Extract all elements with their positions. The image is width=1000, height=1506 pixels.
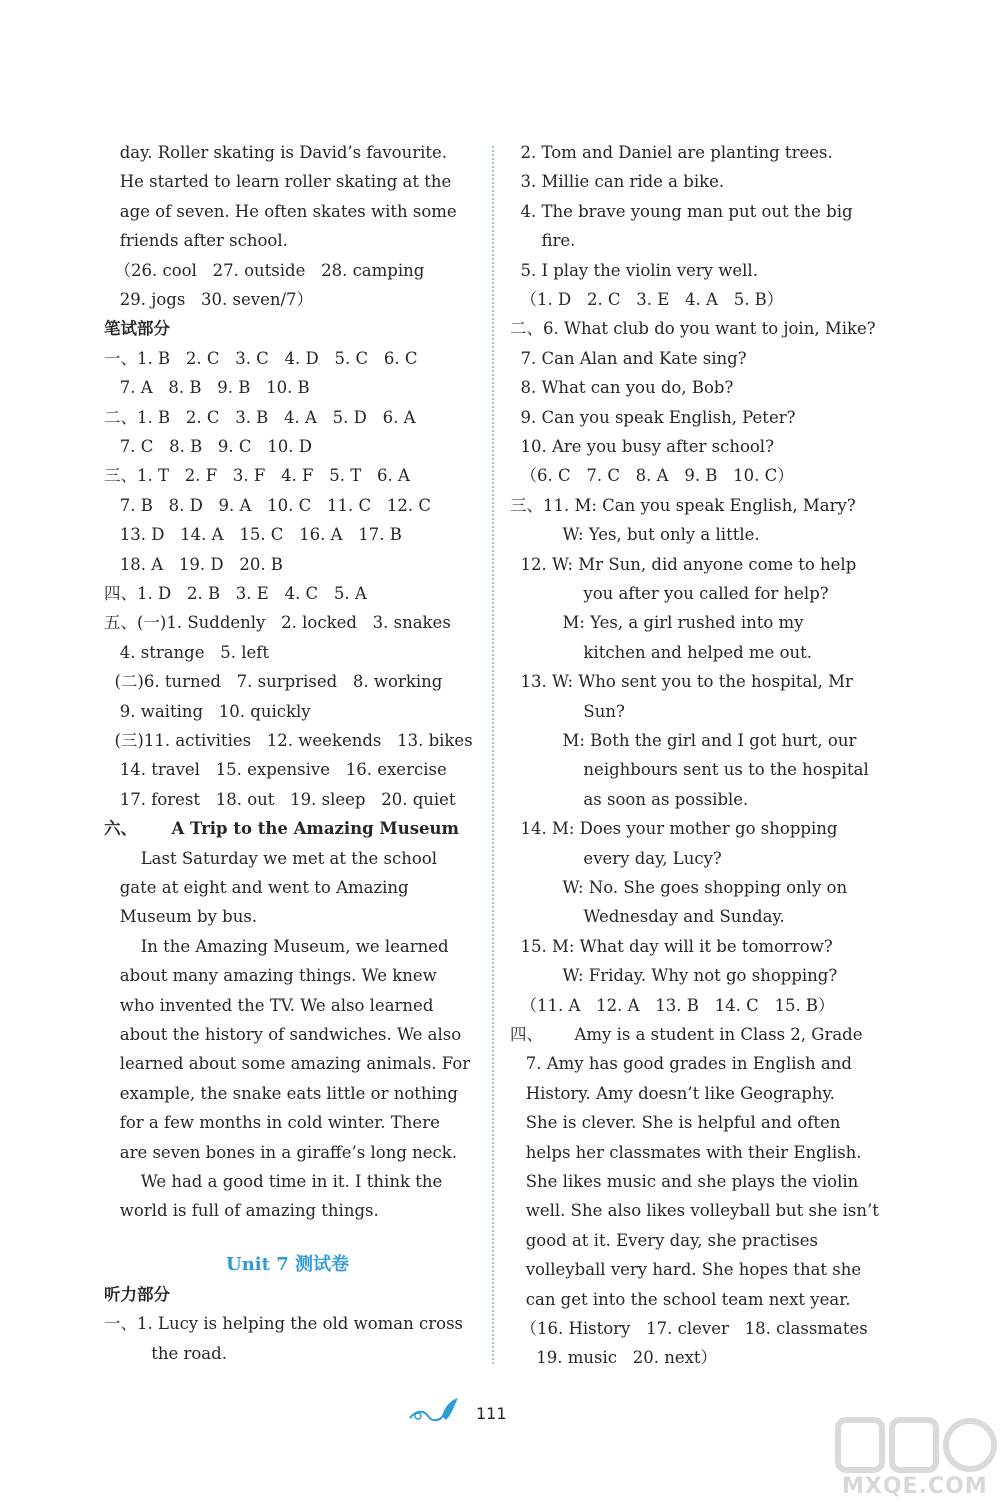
text-line: 7. B 8. D 9. A 10. C 11. C 12. C bbox=[104, 495, 431, 515]
text-line: 10. Are you busy after school? bbox=[510, 437, 774, 456]
text-line: （26. cool 27. outside 28. camping bbox=[104, 260, 425, 280]
text-line: good at it. Every day, she practises bbox=[510, 1230, 818, 1250]
text-line: you after you called for help? bbox=[510, 584, 829, 603]
watermark-text: MXQE.COM bbox=[842, 1474, 988, 1499]
text-line: 15. M: What day will it be tomorrow? bbox=[510, 936, 833, 956]
text-line: 8. What can you do, Bob? bbox=[510, 378, 734, 398]
text-line: 听力部分 bbox=[104, 1285, 170, 1304]
text-line: friends after school. bbox=[104, 231, 288, 251]
text-line: 五、(一)1. Suddenly 2. locked 3. snakes bbox=[104, 613, 451, 633]
text-line: learned about some amazing animals. For bbox=[104, 1054, 471, 1074]
text-line: kitchen and helped me out. bbox=[510, 642, 813, 662]
text-line: 三、11. M: Can you speak English, Mary? bbox=[510, 495, 856, 515]
text-line: 5. I play the violin very well. bbox=[510, 260, 758, 280]
text-line: can get into the school team next year. bbox=[510, 1289, 851, 1309]
text-line: 二、1. B 2. C 3. B 4. A 5. D 6. A bbox=[104, 407, 416, 427]
text-line: W: No. She goes shopping only on bbox=[510, 878, 848, 897]
text-line: day. Roller skating is David’s favourite. bbox=[104, 143, 448, 162]
text-line: Last Saturday we met at the school bbox=[104, 848, 437, 868]
text-line: 7. A 8. B 9. B 10. B bbox=[104, 378, 310, 398]
text-line: world is full of amazing things. bbox=[104, 1201, 379, 1221]
text-line: as soon as possible. bbox=[510, 789, 749, 809]
text-line: (三)11. activities 12. weekends 13. bikes bbox=[104, 731, 473, 750]
text-line: （6. C 7. C 8. A 9. B 10. C） bbox=[510, 466, 794, 486]
text-line: 一、1. Lucy is helping the old woman cross bbox=[104, 1314, 464, 1334]
text-line: Museum by bus. bbox=[104, 907, 258, 927]
text-line: He started to learn roller skating at the bbox=[104, 172, 452, 192]
text-line: 9. Can you speak English, Peter? bbox=[510, 407, 796, 427]
column-divider bbox=[492, 146, 494, 1364]
text-line: 一、1. B 2. C 3. C 4. D 5. C 6. C bbox=[104, 348, 418, 368]
text-line: W: Yes, but only a little. bbox=[510, 525, 760, 545]
text-line: We had a good time in it. I think the bbox=[104, 1172, 443, 1191]
text-line: 二、6. What club do you want to join, Mike? bbox=[510, 319, 876, 339]
text-line: In the Amazing Museum, we learned bbox=[104, 936, 449, 956]
text-line: 7. Amy has good grades in English and bbox=[510, 1054, 852, 1074]
text-line: 3. Millie can ride a bike. bbox=[510, 172, 725, 192]
text-line: gate at eight and went to Amazing bbox=[104, 878, 409, 897]
text-line: 19. music 20. next） bbox=[510, 1348, 718, 1368]
text-line: 7. C 8. B 9. C 10. D bbox=[104, 437, 312, 456]
text-line: are seven bones in a giraffe’s long neck. bbox=[104, 1142, 458, 1162]
text-line: 六、 A Trip to the Amazing Museum bbox=[104, 819, 459, 839]
text-line: She is clever. She is helpful and often bbox=[510, 1113, 841, 1133]
text-line: She likes music and she plays the violin bbox=[510, 1172, 859, 1191]
text-line: W: Friday. Why not go shopping? bbox=[510, 966, 838, 986]
text-line: 三、1. T 2. F 3. F 4. F 5. T 6. A bbox=[104, 466, 410, 486]
text-line: Wednesday and Sunday. bbox=[510, 907, 785, 927]
text-line: 7. Can Alan and Kate sing? bbox=[510, 348, 747, 368]
text-line: 2. Tom and Daniel are planting trees. bbox=[510, 143, 833, 162]
text-line: age of seven. He often skates with some bbox=[104, 201, 457, 221]
text-line: Sun? bbox=[510, 701, 625, 721]
text-line: 四、1. D 2. B 3. E 4. C 5. A bbox=[104, 584, 367, 603]
text-line: who invented the TV. We also learned bbox=[104, 995, 434, 1015]
text-line: helps her classmates with their English. bbox=[510, 1142, 862, 1162]
text-line: for a few months in cold winter. There bbox=[104, 1113, 440, 1133]
text-line: 12. W: Mr Sun, did anyone come to help bbox=[510, 554, 857, 574]
unit-heading: Unit 7 测试卷 bbox=[226, 1254, 349, 1275]
text-line: the road. bbox=[104, 1343, 227, 1363]
text-line: 14. travel 15. expensive 16. exercise bbox=[104, 760, 447, 780]
text-line: 14. M: Does your mother go shopping bbox=[510, 819, 838, 839]
text-line: example, the snake eats little or nothing bbox=[104, 1083, 458, 1103]
text-line: every day, Lucy? bbox=[510, 848, 722, 868]
text-line: 18. A 19. D 20. B bbox=[104, 554, 283, 574]
text-line: about the history of sandwiches. We also bbox=[104, 1025, 462, 1044]
text-line: 13. W: Who sent you to the hospital, Mr bbox=[510, 672, 853, 692]
text-line: （11. A 12. A 13. B 14. C 15. B） bbox=[510, 995, 835, 1015]
text-line: 笔试部分 bbox=[104, 319, 170, 339]
text-line: M: Both the girl and I got hurt, our bbox=[510, 731, 857, 750]
text-line: 29. jogs 30. seven/7） bbox=[104, 290, 314, 309]
text-line: History. Amy doesn’t like Geography. bbox=[510, 1083, 835, 1103]
text-line: volleyball very hard. She hopes that she bbox=[510, 1260, 862, 1280]
text-line: 9. waiting 10. quickly bbox=[104, 701, 311, 721]
text-line: M: Yes, a girl rushed into my bbox=[510, 613, 804, 633]
text-line: well. She also likes volleyball but she isn’t bbox=[510, 1201, 879, 1221]
text-line: fire. bbox=[510, 231, 576, 251]
text-line: 17. forest 18. out 19. sleep 20. quiet bbox=[104, 789, 456, 809]
text-line: 4. The brave young man put out the big bbox=[510, 201, 853, 221]
text-line: neighbours sent us to the hospital bbox=[510, 760, 869, 780]
text-line: 四、 Amy is a student in Class 2, Grade bbox=[510, 1025, 863, 1044]
text-line: about many amazing things. We knew bbox=[104, 966, 437, 986]
text-line: (二)6. turned 7. surprised 8. working bbox=[104, 672, 443, 692]
page-number: 111 bbox=[476, 1404, 507, 1423]
text-line: 13. D 14. A 15. C 16. A 17. B bbox=[104, 525, 402, 545]
text-line: （16. History 17. clever 18. classmates bbox=[510, 1319, 868, 1338]
text-line: （1. D 2. C 3. E 4. A 5. B） bbox=[510, 290, 784, 309]
text-line: 4. strange 5. left bbox=[104, 642, 269, 662]
bird-ornament-icon bbox=[406, 1396, 462, 1430]
